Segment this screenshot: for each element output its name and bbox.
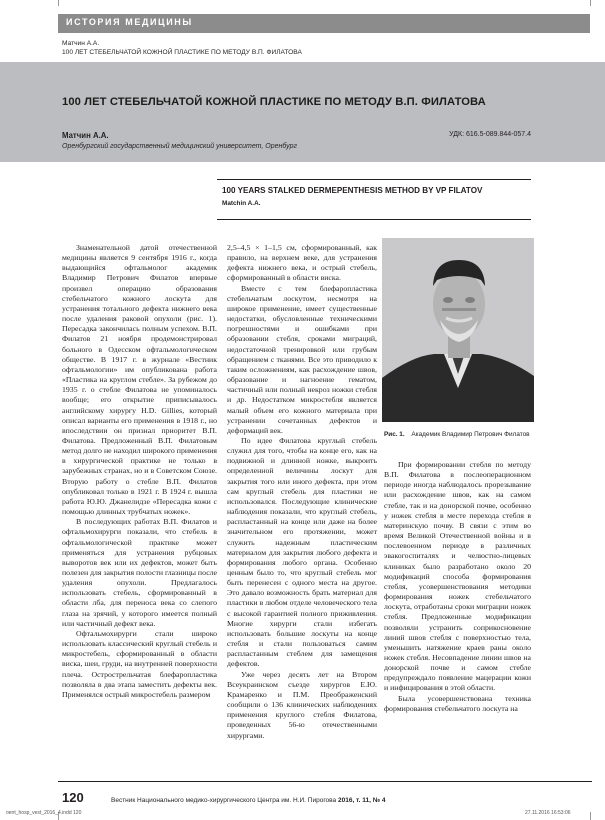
article-affiliation: Оренбургский государственный медицинский университет, Оренбург <box>62 143 298 150</box>
journal-reference <box>111 797 385 804</box>
journal-issue: 2016, т. 11, № 4 <box>337 797 386 804</box>
running-head-author: Матчин А.А. <box>62 40 100 47</box>
paragraph: В последующих работах В.П. Филатов и офтальмохирурги показали, что стебель в офтальмологической практике может применяться для устранения рубцовых выворотов век или их дефектов, может быть полезен для закрытия полости глазницы после удаления опухоли. Предлагалось использовать стебель, сформированный в области лба, для переноса века со слепого глаза на зрячий, у которого имеется полный или частичный дефект века. <box>62 517 218 628</box>
udk-code: УДК: 616.5-089.844-057.4 <box>449 131 531 138</box>
article-author: Матчин А.А. <box>62 131 109 140</box>
paragraph: 2,5–4,5 × 1–1,5 см, сформированный, как правило, на верхнем веке, для устранения дефекта нижнего века, и острый стебель, сформированный в области виска. <box>227 243 377 283</box>
page-number: 120 <box>62 790 84 805</box>
figure-caption <box>384 431 530 438</box>
text-column-3 <box>384 460 531 714</box>
journal-name: Вестник Национального медико-хирургического Центра им. Н.И. Пирогова <box>111 797 337 804</box>
text-column-1 <box>62 243 217 700</box>
running-head <box>62 39 302 57</box>
footer-rule <box>58 781 592 782</box>
figure-label: Рис. 1. <box>384 431 405 438</box>
paragraph: Была усовершенствована техника формирования стебельчатого лоскута на <box>384 693 531 713</box>
paragraph: Офтальмохирурги стали широко использовать классический круглый стебель и микростебель, сформированный в области виска, шеи, груди, на внутренней поверхности плеча. Острострельчатая блефаропластика позволяла в два этапа заместить дефекты век. Применялся острый микростебель размером <box>62 628 217 699</box>
portrait-illustration <box>382 238 534 422</box>
rubric-label: ИСТОРИЯ МЕДИЦИНЫ <box>66 17 193 27</box>
article-title: 100 ЛЕТ СТЕБЕЛЬЧАТОЙ КОЖНОЙ ПЛАСТИКЕ ПО МЕТОДУ В.П. ФИЛАТОВА <box>62 96 486 108</box>
figure-caption-text: Академик Владимир Петрович Филатов <box>411 431 530 438</box>
running-head-title: 100 ЛЕТ СТЕБЕЛЬЧАТОЙ КОЖНОЙ ПЛАСТИКЕ ПО МЕТОДУ В.П. ФИЛАТОВА <box>62 49 302 56</box>
paragraph: Вместе с тем блефаропластика стебельчатым лоскутом, несмотря на широкое применение, имеет существенные недостатки, обусловленные техническими погрешностями и ошибками при образовании стебля, сроками миграций, недостаточной тренировкой или грубым обращением с тканями. Все это приводило к таким осложнениям, как расхождение швов, образование и нагноение гематом, частичный или полный некроз ножки стебля и др. Недостатком микростебля является малый объем его кожного материала при устранении сочетанных дефектов и деформаций век. <box>227 283 377 435</box>
english-title-rule-top <box>217 179 531 180</box>
portrait-photo <box>382 238 534 422</box>
english-title: 100 YEARS STALKED DERMEPENTHESIS METHOD BY VP FILATOV <box>222 186 483 195</box>
english-author: Matchin A.A. <box>222 200 261 207</box>
paragraph: Уже через десять лет на Втором Всеукраинском съезде хирургов Е.Ю. Крамаренко и П.М. Преображенский сообщили о 136 клинических наблюдениях применения круглого стебля Филатова, проведенных 56-ю отечественными хирургами. <box>227 669 377 740</box>
paragraph: Знаменательной датой отечественной медицины является 9 сентября 1916 г., когда выдающийся офтальмолог академик Владимир Петрович Филатов впервые произвел операцию образования стебельчатого кожного лоскута для устранения тотального дефекта нижнего века после удаления раковой опухоли (рис. 1). Пересадка закончилась полным успехом. В.П. Филатов 21 ноября продемонстрировал больного в Одесском офтальмологическом обществе. В 1917 г. в журнале «Вестник офтальмологии» им опубликована работа «Пластика на круглом стебле». За рубежом до 1935 г. о стебле Филатова не упоминалось вообще; его открытие приписывалось английскому хирургу H.D. Gillies, который описал варианты его применения в 1918 г., но впоследствии он признал приоритет В.П. Филатова. Предложенный В.П. Филатовым метод долго не находил широкого применения в хирургической практике не только в зарубежных странах, но и в Советском Союзе. Вторую работу о стебле В.П. Филатов опубликовал только в 1921 г. В 1924 г. вышла работа Ю.Ю. Джанелидзе «Пересадка кожи с помощью длинных трубчатых ножек». <box>62 243 217 517</box>
english-title-rule-bottom <box>217 219 531 220</box>
print-slug-file: oent_hosp_vest_2016_4.indd 120 <box>6 810 82 816</box>
paragraph: При формировании стебля по методу В.П. Филатова в послеоперационном периоде иногда наблюдалось прорезывание или расхождение швов, как на самом стебле, так и на донорской почве, особенно у ножек стебля в месте перехода стебля в материнскую почву. В связи с этим во время Великой Отечественной войны и в послевоенном периоде в различных эвакогоспиталях и челюстно-лицевых клиниках было разработано около 20 модификаций способа формирования стебля, усовершенствования методики формирования ножек стебельчатого лоскута, отработаны сроки миграции ножек стебля. Предложенные модификации позволяли устранить соприкосновение линий швов стебля с поверхностью тела, уменьшить натяжение краев раны около ножек стебля. Несовпадение линии швов на донорской почве и самом стебле предупреждало появление мацерации кожи и инфицирования в этой области. <box>384 460 531 693</box>
text-column-2 <box>227 243 377 741</box>
print-slug-datetime: 27.11.2016 16:53:06 <box>525 810 571 816</box>
paragraph: По идее Филатова круглый стебель служил для того, чтобы на конце его, как на подвижной и длинной ножке, выкроить определенной величины лоскут для закрытия того или иного дефекта, при этом сам круглый стебель для пластики не использовался. Последующие клинические наблюдения показали, что круглый стебель, распластанный на конце или даже на более значительном его протяжении, может служить надежным пластическим материалом для закрытия любого дефекта и формирования любого органа. Особенно ценным было то, что круглый стебель мог быть перенесен с одного места на другое. Это давало возможность брать материал для пластики в любом отделе человеческого тела с высокой гарантией полного приживления. Многие хирурги стали избегать использовать большие лоскуты на конце стебля и стали пользоваться самим распластанным стеблем для замещения дефектов. <box>227 435 377 669</box>
